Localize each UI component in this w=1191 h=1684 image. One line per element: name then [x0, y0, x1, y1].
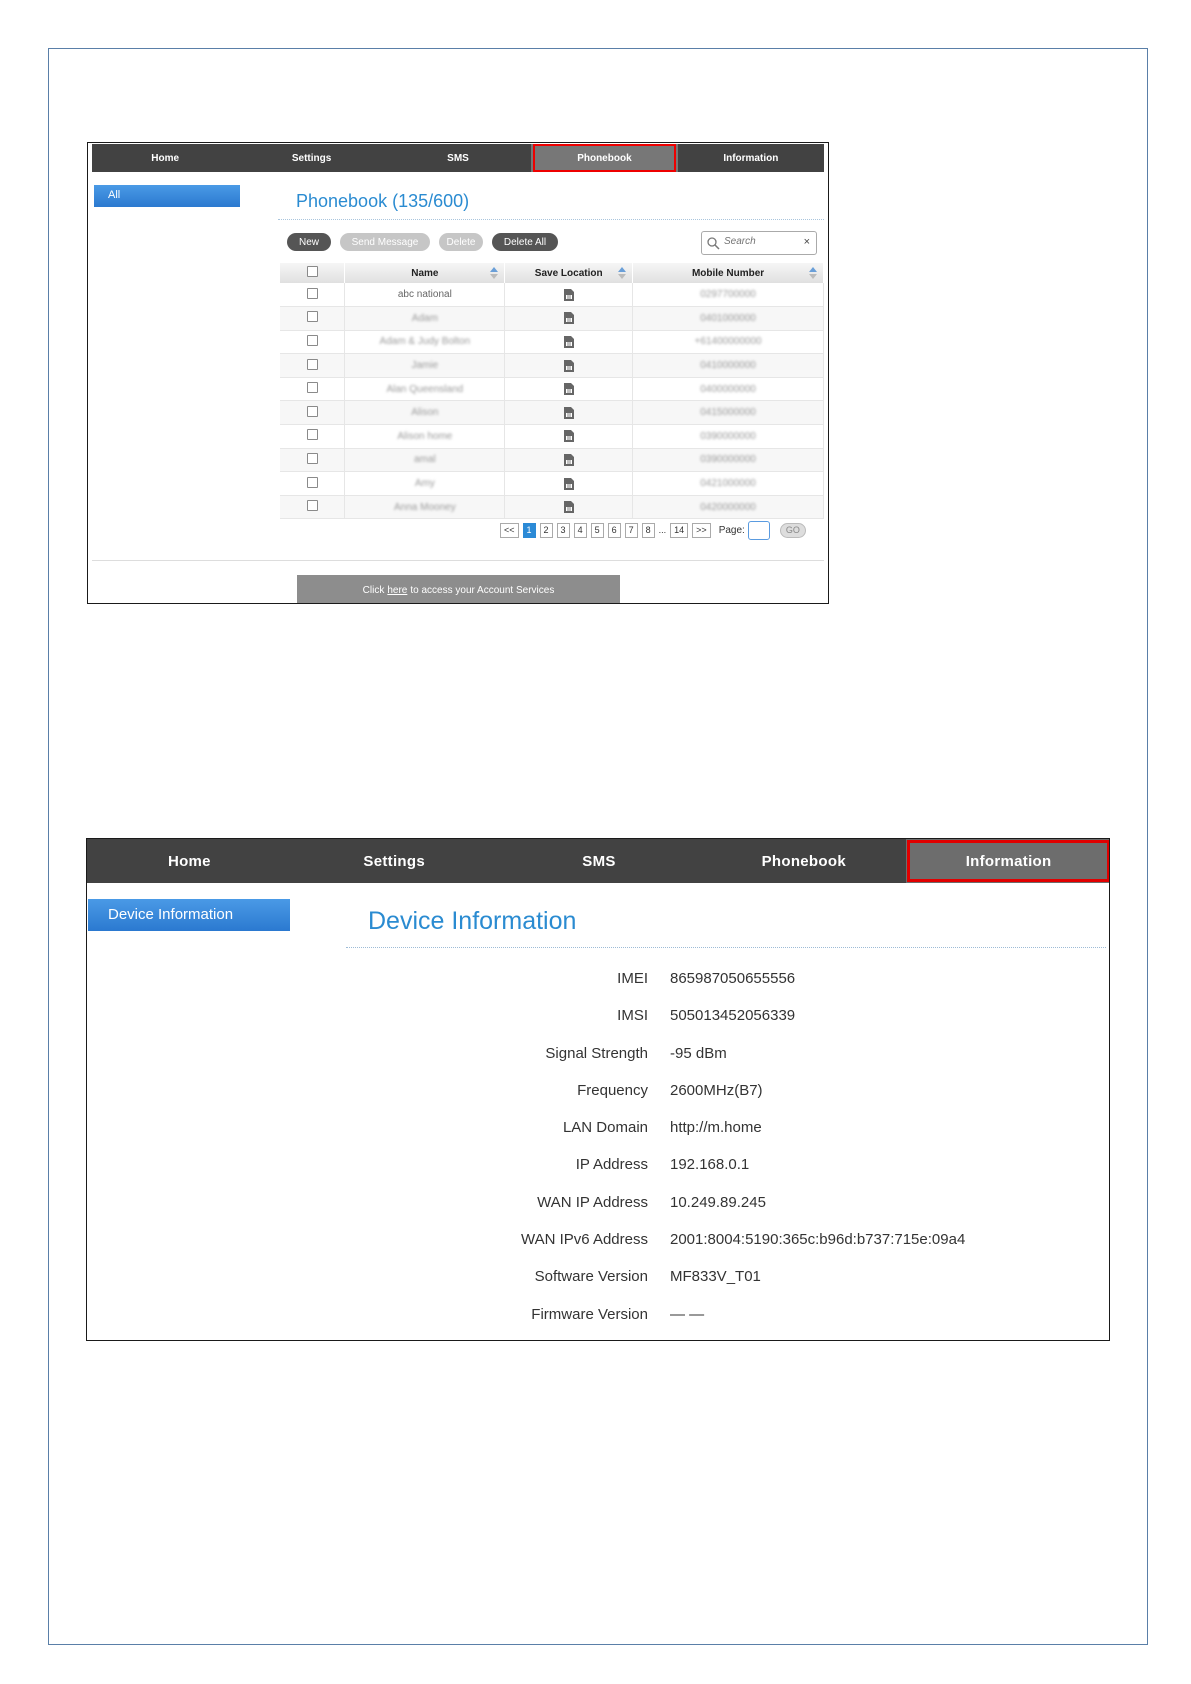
info-label: IMSI [617, 1007, 648, 1025]
mobile-number: 0410000000 [633, 354, 824, 378]
delete-button[interactable]: Delete [439, 233, 483, 251]
page-button-8[interactable]: 8 [642, 523, 655, 538]
row-checkbox-cell [280, 472, 345, 496]
row-checkbox[interactable] [307, 359, 318, 370]
page-button-2[interactable]: 2 [540, 523, 553, 538]
account-bar-suffix: to access your Account Services [410, 584, 555, 596]
footer-divider [92, 560, 824, 561]
info-row [87, 1258, 1110, 1295]
save-location-cell [505, 401, 633, 425]
next-page-button[interactable]: >> [692, 523, 711, 538]
info-row [87, 1184, 1110, 1221]
top-nav [92, 144, 824, 172]
page-button-5[interactable]: 5 [591, 523, 604, 538]
page-title: Device Information [368, 907, 577, 935]
contact-name: Amy [345, 472, 505, 496]
mobile-number: 0415000000 [633, 401, 824, 425]
row-checkbox-cell [280, 495, 345, 519]
info-label: LAN Domain [562, 1119, 648, 1137]
sim-card-icon [564, 431, 574, 442]
contact-name: Adam [345, 307, 505, 331]
mobile-number: 0390000000 [633, 448, 824, 472]
mobile-number: 0390000000 [633, 425, 824, 449]
info-row [87, 1296, 1110, 1333]
page-title: Phonebook (135/600) [296, 191, 470, 211]
nav-tab-information[interactable]: Information [723, 152, 779, 164]
row-checkbox-cell [280, 354, 345, 378]
sim-card-icon [564, 455, 574, 466]
info-value: 865987050655556 [670, 970, 796, 987]
sim-card-icon [564, 502, 574, 513]
info-label: IP Address [575, 1156, 648, 1174]
nav-tab-information[interactable]: Information [906, 839, 1110, 883]
account-bar-prefix: Click [362, 584, 385, 596]
info-value: 192.168.0.1 [670, 1156, 750, 1174]
nav-tab-sms[interactable]: SMS [582, 852, 616, 870]
info-row [87, 1109, 1110, 1146]
save-location-cell [505, 425, 633, 449]
select-all-header [280, 263, 345, 283]
page-number-input[interactable] [748, 521, 770, 540]
save-location-cell [505, 448, 633, 472]
sim-card-icon [564, 313, 574, 324]
nav-tab-sms[interactable]: SMS [447, 152, 469, 164]
row-checkbox-cell [280, 448, 345, 472]
row-checkbox-cell [280, 307, 345, 331]
contact-name: Anna Mooney [345, 495, 505, 519]
info-row [87, 997, 1110, 1034]
save-location-cell [505, 307, 633, 331]
device-info-list [87, 960, 1110, 1333]
mobile-number: 0421000000 [633, 472, 824, 496]
contact-name: Adam & Judy Bolton [345, 330, 505, 354]
nav-tab-phonebook[interactable]: Phonebook [761, 852, 846, 870]
info-value: 505013452056339 [670, 1007, 796, 1025]
sidebar-item-device-information[interactable]: Device Information [88, 899, 290, 931]
row-checkbox[interactable] [307, 500, 318, 511]
search-box [701, 231, 817, 255]
table-row[interactable] [280, 425, 824, 449]
save-location-cell [505, 495, 633, 519]
row-checkbox[interactable] [307, 382, 318, 393]
nav-tab-settings[interactable]: Settings [291, 152, 332, 164]
contact-name: Alison [345, 401, 505, 425]
send-message-button[interactable]: Send Message [340, 233, 430, 251]
mobile-number: +61400000000 [633, 330, 824, 354]
row-checkbox[interactable] [307, 429, 318, 440]
sim-card-icon [564, 478, 574, 489]
page-button-6[interactable]: 6 [608, 523, 621, 538]
sidebar-item-all[interactable]: All [94, 185, 240, 207]
save-location-column-header[interactable]: Save Location [505, 263, 633, 283]
sim-card-icon [564, 360, 574, 371]
table-row[interactable] [280, 307, 824, 331]
info-value: -95 dBm [670, 1044, 727, 1062]
search-input[interactable] [724, 236, 798, 247]
device-info-screenshot [86, 838, 1110, 1341]
table-row[interactable] [280, 377, 824, 401]
contact-name: Alison home [345, 425, 505, 449]
contact-name: amal [345, 448, 505, 472]
sim-card-icon [564, 407, 574, 418]
nav-tab-home[interactable]: Home [167, 852, 211, 870]
mobile-number: 0401000000 [633, 307, 824, 331]
info-value: 2001:8004:5190:365c:b96d:b737:715e:09a4 [670, 1231, 966, 1249]
contact-name: Jamie [345, 354, 505, 378]
contact-name: abc national [345, 283, 505, 307]
info-value: — — [670, 1305, 705, 1323]
info-row [87, 1072, 1110, 1109]
page-button-3[interactable]: 3 [557, 523, 570, 538]
table-row[interactable] [280, 448, 824, 472]
prev-page-button[interactable]: << [500, 523, 519, 538]
table-row[interactable] [280, 401, 824, 425]
save-location-cell [505, 377, 633, 401]
table-row[interactable] [280, 283, 824, 307]
row-checkbox-cell [280, 401, 345, 425]
info-label: Signal Strength [545, 1044, 648, 1062]
info-label: WAN IPv6 Address [521, 1231, 648, 1249]
info-label: Frequency [577, 1081, 648, 1099]
mobile-number: 0297700000 [633, 283, 824, 307]
account-services-bar [297, 575, 620, 604]
info-value: MF833V_T01 [670, 1268, 761, 1286]
name-column-header[interactable]: Name [345, 263, 505, 283]
row-checkbox-cell [280, 425, 345, 449]
table-row[interactable] [280, 495, 824, 519]
title-divider [278, 219, 824, 220]
page-button-7[interactable]: 7 [625, 523, 638, 538]
top-nav [87, 839, 1110, 883]
title-divider [346, 947, 1106, 948]
page-number-list [523, 523, 659, 538]
clear-icon[interactable]: × [803, 236, 810, 248]
page-button-last[interactable]: 14 [670, 523, 688, 538]
delete-all-button[interactable]: Delete All [492, 233, 558, 251]
nav-tab-phonebook[interactable]: Phonebook [531, 144, 677, 172]
pagination [500, 522, 806, 538]
info-value: http://m.home [670, 1119, 762, 1137]
info-label: WAN IP Address [537, 1193, 648, 1211]
row-checkbox-cell [280, 330, 345, 354]
mobile-number: 0420000000 [633, 495, 824, 519]
table-row[interactable] [280, 472, 824, 496]
page-label: Page: [718, 524, 745, 536]
mobile-number-column-header[interactable]: Mobile Number [633, 263, 824, 283]
sort-arrows-icon[interactable] [490, 267, 498, 279]
info-row [87, 960, 1110, 997]
nav-tab-home[interactable]: Home [151, 152, 180, 164]
select-all-checkbox[interactable] [307, 266, 318, 277]
info-value: 2600MHz(B7) [670, 1081, 763, 1099]
pager-ellipsis: ... [658, 525, 667, 535]
save-location-cell [505, 330, 633, 354]
phonebook-screenshot [87, 142, 829, 604]
row-checkbox-cell [280, 377, 345, 401]
table-row[interactable] [280, 354, 824, 378]
sim-card-icon [564, 384, 574, 395]
row-checkbox[interactable] [307, 477, 318, 488]
save-location-cell [505, 472, 633, 496]
row-checkbox[interactable] [307, 406, 318, 417]
nav-tab-settings[interactable]: Settings [363, 852, 425, 870]
sim-card-icon [564, 337, 574, 348]
save-location-cell [505, 354, 633, 378]
save-location-cell [505, 283, 633, 307]
info-label: Software Version [534, 1268, 648, 1286]
table-row[interactable] [280, 330, 824, 354]
info-value: 10.249.89.245 [670, 1193, 766, 1211]
info-row [87, 1221, 1110, 1258]
page-button-1[interactable]: 1 [523, 523, 536, 538]
sim-card-icon [564, 289, 574, 300]
account-services-link[interactable]: here [387, 584, 408, 596]
row-checkbox[interactable] [307, 335, 318, 346]
row-checkbox[interactable] [307, 453, 318, 464]
mobile-number: 0400000000 [633, 377, 824, 401]
page-button-4[interactable]: 4 [574, 523, 587, 538]
contacts-table [280, 263, 824, 519]
row-checkbox-cell [280, 283, 345, 307]
info-label: IMEI [617, 970, 648, 987]
new-button[interactable]: New [287, 233, 331, 251]
search-icon [706, 236, 720, 250]
sort-arrows-icon[interactable] [618, 267, 626, 279]
info-label: Firmware Version [531, 1305, 648, 1323]
info-row [87, 1035, 1110, 1072]
contact-name: Alan Queensland [345, 377, 505, 401]
row-checkbox[interactable] [307, 311, 318, 322]
go-button[interactable]: GO [780, 523, 806, 538]
info-row [87, 1146, 1110, 1183]
row-checkbox[interactable] [307, 288, 318, 299]
sort-arrows-icon[interactable] [809, 267, 817, 279]
